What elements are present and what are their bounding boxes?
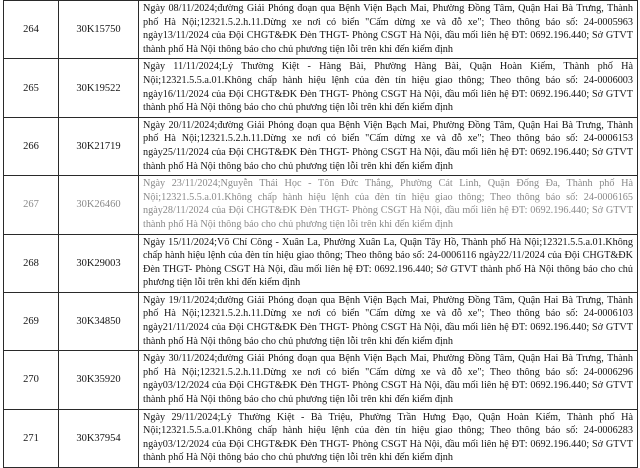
violation-description: Ngày 20/11/2024;đường Giải Phóng đoạn qua Bệnh Viện Bạch Mai, Phường Đồng Tâm, Quận Hai Bà Trưng, Thành phố Hà Nội;12321.5.2.h.11.Dừng xe nơi có biển "Cấm dừng xe và đỗ xe"; Theo thông báo số: 24-0006153 ngày25/11/2024 của Đội CHGT&ĐK Đèn THGT- Phòng CSGT Hà Nội, đầu mối liên hệ ĐT: 0692.196.440; Sở GTVT thành phố Hà Nội thông báo cho chủ phương tiện lỗi trên khi đến kiểm định [139,117,638,175]
row-number: 264 [4,1,59,59]
license-plate: 30K29003 [59,234,139,292]
row-number: 268 [4,234,59,292]
table-row [4,117,638,175]
table-row [4,234,638,292]
table-row [4,176,638,234]
license-plate: 30K37954 [59,409,139,467]
violation-description: Ngày 15/11/2024;Võ Chí Công - Xuân La, Phường Xuân La, Quận Tây Hồ, Thành phố Hà Nội;12321.5.5.a.01.Không chấp hành hiệu lệnh của đèn tín hiệu giao thông; Theo thông báo số: 24-0006116 ngày22/11/2024 của Đội CHGT&ĐK Đèn THGT- Phòng CSGT Hà Nội, đầu mối liên hệ ĐT: 0692.196.440; Sở GTVT thành phố Hà Nội thông báo cho chủ phương tiện lỗi trên khi đến kiểm định [139,234,638,292]
license-plate: 30K21719 [59,117,139,175]
violation-description: Ngày 11/11/2024;Lý Thường Kiệt - Hàng Bài, Phường Hàng Bài, Quận Hoàn Kiếm, Thành phố Hà Nội;12321.5.5.a.01.Không chấp hành hiệu lệnh của đèn tín hiệu giao thông; Theo thông báo số: 24-0006003 ngày16/11/2024 của Đội CHGT&ĐK Đèn THGT- Phòng CSGT Hà Nội, đầu mối liên hệ ĐT: 0692.196.440; Sở GTVT thành phố Hà Nội thông báo cho chủ phương tiện lỗi trên khi đến kiểm định [139,59,638,117]
table-row [4,59,638,117]
table-row [4,292,638,350]
row-number: 271 [4,409,59,467]
row-number: 265 [4,59,59,117]
table-row [4,1,638,59]
violation-description: Ngày 29/11/2024;Lý Thường Kiệt - Bà Triệu, Phường Trần Hưng Đạo, Quận Hoàn Kiếm, Thành phố Hà Nội;12321.5.5.a.01.Không chấp hành hiệu lệnh của đèn tín hiệu giao thông; Theo thông báo số: 24-0006283 ngày03/12/2024 của Đội CHGT&ĐK Đèn THGT- Phòng CSGT Hà Nội, đầu mối liên hệ ĐT: 0692.196.440; Sở GTVT thành phố Hà Nội thông báo cho chủ phương tiện lỗi trên khi đến kiểm định [139,409,638,467]
row-number: 267 [4,176,59,234]
license-plate: 30K35920 [59,351,139,409]
license-plate: 30K34850 [59,292,139,350]
row-number: 266 [4,117,59,175]
table-row [4,351,638,409]
license-plate: 30K15750 [59,1,139,59]
violation-description: Ngày 23/11/2024;Nguyễn Thái Học - Tôn Đức Thắng, Phường Cát Linh, Quận Đống Đa, Thành phố Hà Nội;12321.5.5.a.01.Không chấp hành hiệu lệnh của đèn tín hiệu giao thông; Theo thông báo số: 24-0006165 ngày28/11/2024 của Đội CHGT&ĐK Đèn THGT- Phòng CSGT Hà Nội, đầu mối liên hệ ĐT: 0692.196.440; Sở GTVT thành phố Hà Nội thông báo cho chủ phương tiện lỗi trên khi đến kiểm định [139,176,638,234]
violation-description: Ngày 08/11/2024;đường Giải Phóng đoạn qua Bệnh Viện Bạch Mai, Phường Đồng Tâm, Quận Hai Bà Trưng, Thành phố Hà Nội;12321.5.2.h.11.Dừng xe nơi có biển "Cấm dừng xe và đỗ xe"; Theo thông báo số: 24-0005963 ngày13/11/2024 của Đội CHGT&ĐK Đèn THGT- Phòng CSGT Hà Nội, đầu mối liên hệ ĐT: 0692.196.440; Sở GTVT thành phố Hà Nội thông báo cho chủ phương tiện lỗi trên khi đến kiểm định [139,1,638,59]
row-number: 269 [4,292,59,350]
violations-table [3,0,638,468]
row-number: 270 [4,351,59,409]
license-plate: 30K19522 [59,59,139,117]
license-plate: 30K26460 [59,176,139,234]
table-row [4,409,638,467]
violation-description: Ngày 30/11/2024;đường Giải Phóng đoạn qua Bệnh Viện Bạch Mai, Phường Đồng Tâm, Quận Hai Bà Trưng, Thành phố Hà Nội;12321.5.2.h.11.Dừng xe nơi có biển "Cấm dừng xe và đỗ xe"; Theo thông báo số: 24-0006296 ngày03/12/2024 của Đội CHGT&ĐK Đèn THGT- Phòng CSGT Hà Nội, đầu mối liên hệ ĐT: 0692.196.440; Sở GTVT thành phố Hà Nội thông báo cho chủ phương tiện lỗi trên khi đến kiểm định [139,351,638,409]
violations-document [3,0,637,464]
violation-description: Ngày 19/11/2024;đường Giải Phóng đoạn qua Bệnh Viện Bạch Mai, Phường Đồng Tâm, Quận Hai Bà Trưng, Thành phố Hà Nội;12321.5.2.h.11.Dừng xe nơi có biển "Cấm dừng xe và đỗ xe"; Theo thông báo số: 24-0006103 ngày21/11/2024 của Đội CHGT&ĐK Đèn THGT- Phòng CSGT Hà Nội, đầu mối liên hệ ĐT: 0692.196.440; Sở GTVT thành phố Hà Nội thông báo cho chủ phương tiện lỗi trên khi đến kiểm định [139,292,638,350]
